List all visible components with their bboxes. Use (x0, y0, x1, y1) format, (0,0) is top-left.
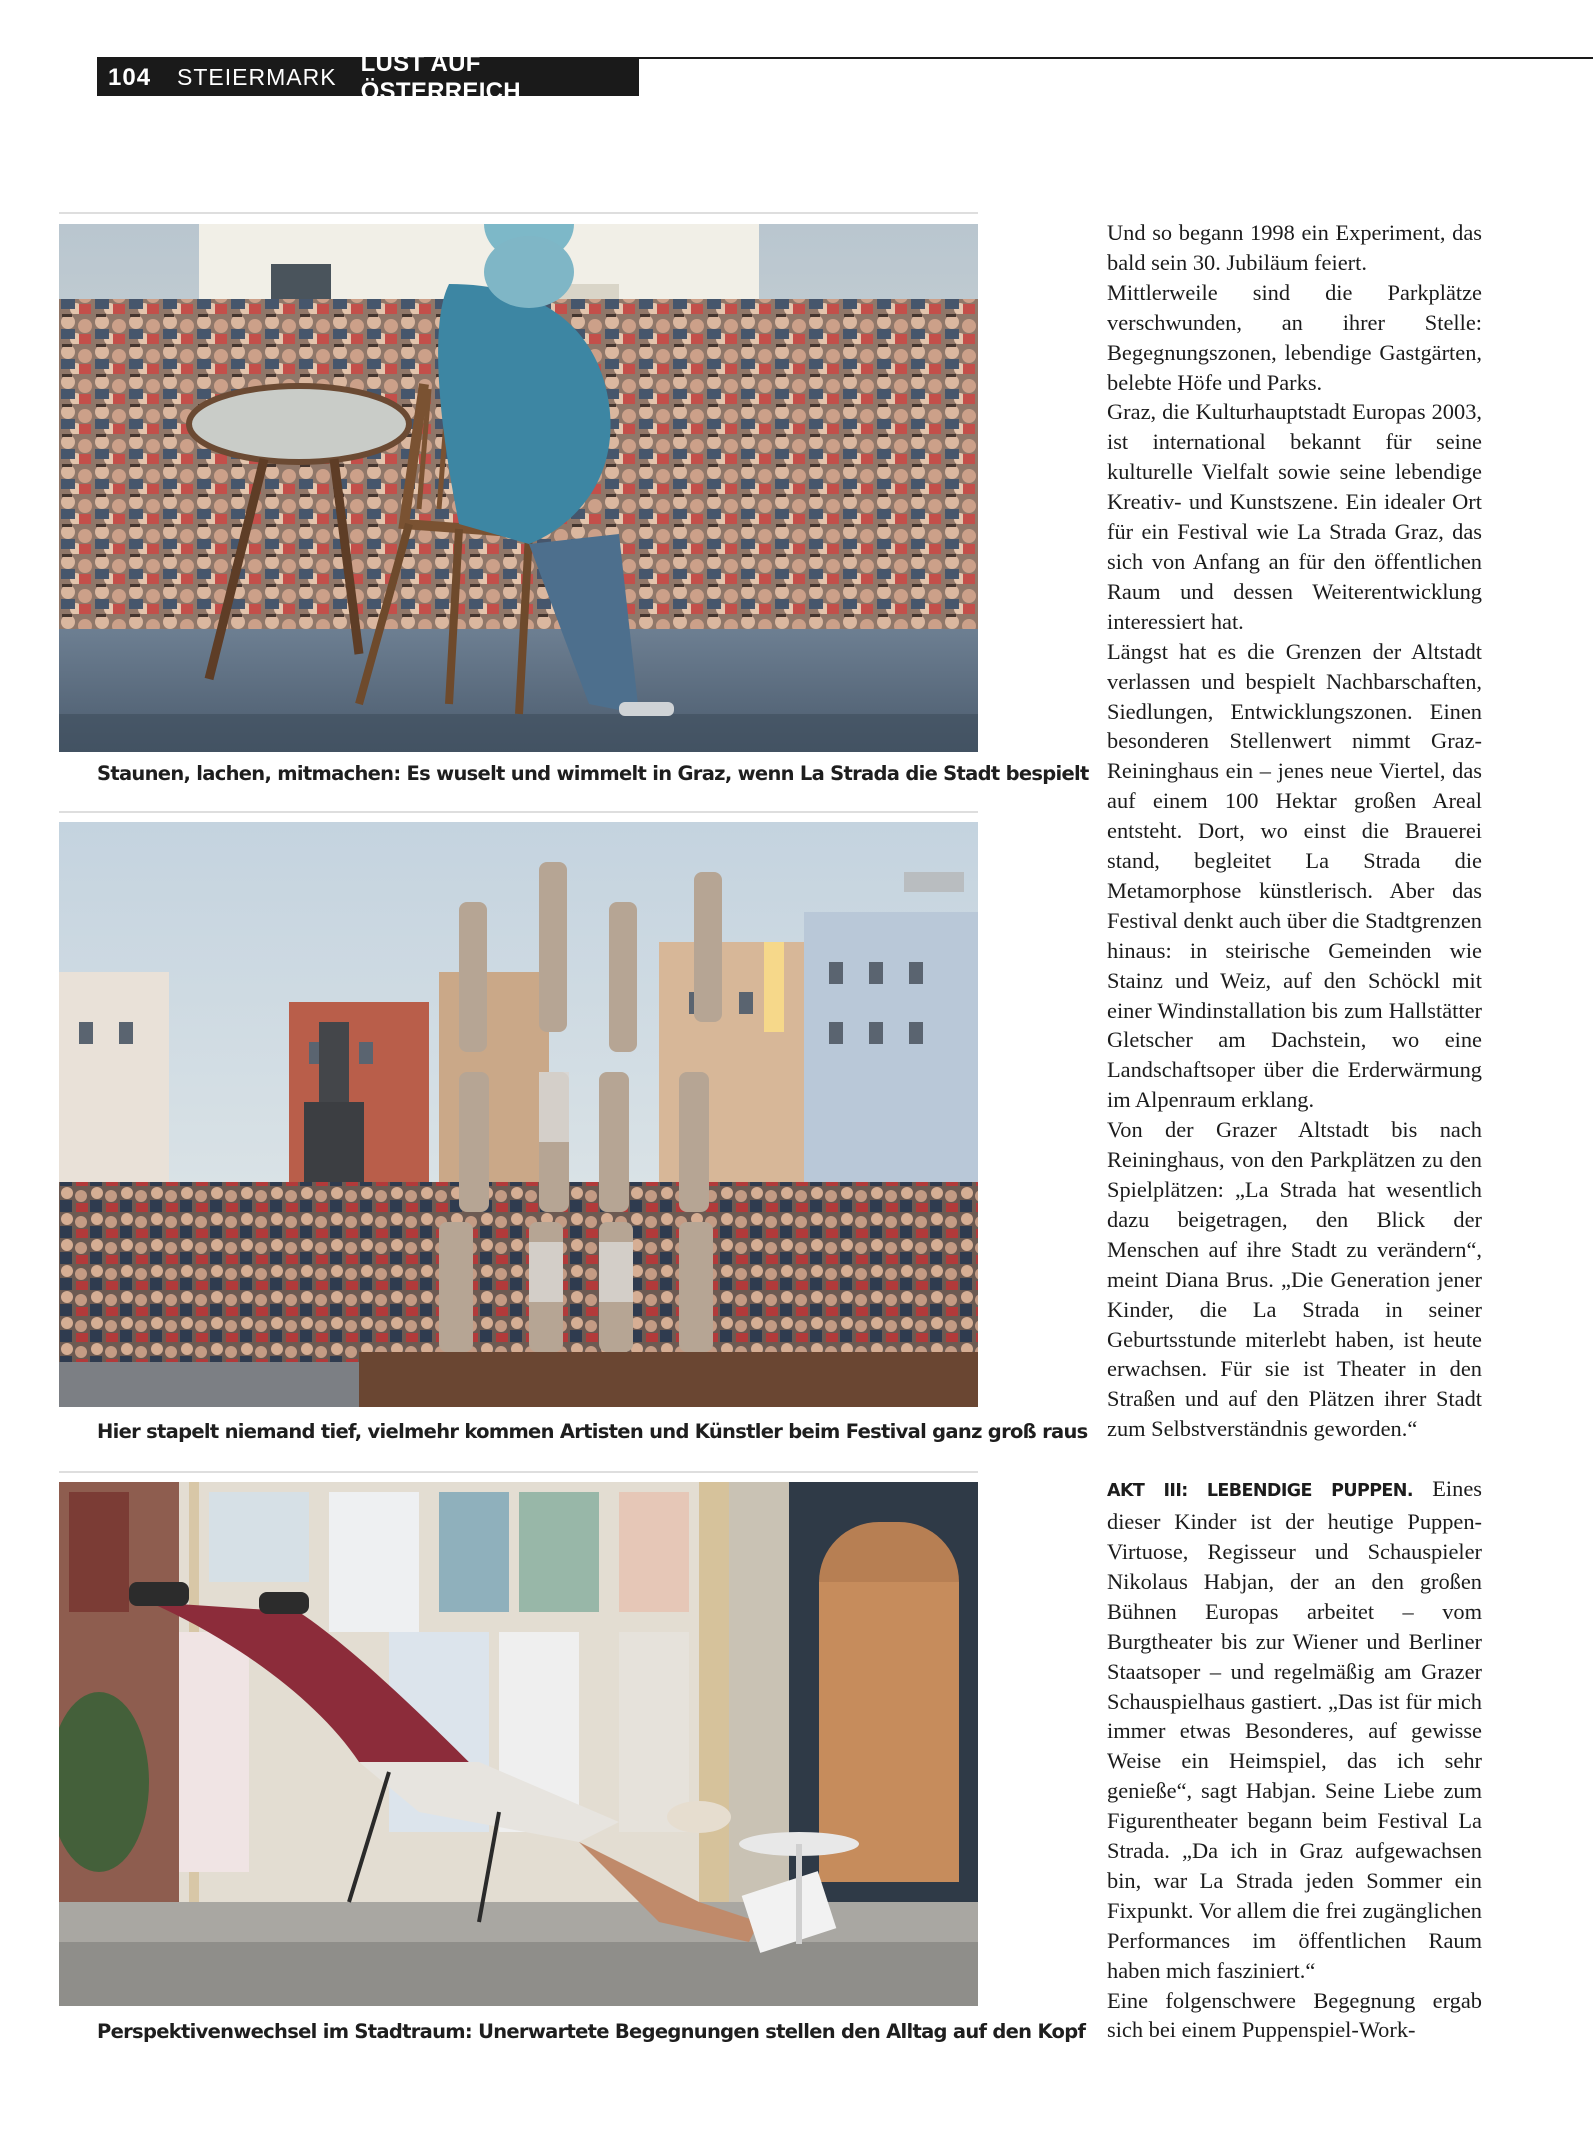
photo-performer-chair (59, 1482, 978, 2006)
photo-caption: Staunen, lachen, mitmachen: Es wuselt und wimmelt in Graz, wenn La Strada die Stadt bespielt (97, 762, 1089, 785)
section-heading: AKT III: LEBENDIGE PUPPEN. (1107, 1481, 1413, 1502)
section-paragraph (1107, 1474, 1482, 1985)
article-paragraph: Mittlerweile sind die Parkplätze verschwunden, an ihrer Stelle: Begegnungszonen, lebendige Gastgärten, belebte Höfe und Parks. (1107, 279, 1482, 395)
article-paragraph: Längst hat es die Grenzen der Altstadt verlassen und bespielt Nachbarschaften, Siedlungen, Entwicklungszonen. Einen besonderen Stellenwert nimmt Graz-Reininghaus ein – jenes neue Viertel, das auf einem 100 Hektar großen Areal entsteht. Dort, wo einst die Brauerei stand, begleitet La Strada die Metamorphose künstlerisch. Aber das Festival denkt auch über die Stadtgrenzen hinaus: in steirische Gemeinden wie Stainz und Weiz, auf den Schöckl mit einer Windinstallation bis zum Hallstätter Gletscher am Dachstein, wo eine Landschaftsoper über die Erderwärmung im Alpenraum erklang. (1107, 638, 1482, 1113)
photo-divider (59, 212, 978, 214)
article-paragraph: Eine folgenschwere Begegnung ergab sich bei einem Puppenspiel-Work- (1107, 1987, 1482, 2043)
article-paragraph: Und so begann 1998 ein Experiment, das bald sein 30. Jubiläum feiert. (1107, 220, 1482, 275)
photo-caption: Perspektivenwechsel im Stadtraum: Unerwartete Begegnungen stellen den Alltag auf den Kopf (97, 2020, 1086, 2043)
article-paragraph: Graz, die Kulturhauptstadt Europas 2003, ist international bekannt für seine kulturelle Vielfalt sowie seine lebendige Kreativ- und Kunstszene. Ein idealer Ort für ein Festival wie La Strada Graz, das sich von Anfang an für den öffentlichen Raum und dessen Weiterentwicklung interessiert hat. (1107, 399, 1482, 634)
header-section: LUST AUF ÖSTERREICH (360, 49, 521, 105)
photo-acrobats-pyramid (59, 822, 978, 1407)
photo-divider (59, 1471, 978, 1473)
article-body (1107, 218, 1482, 2045)
section-text: Eines dieser Kinder ist der heutige Puppen-Virtuose, Regisseur und Schauspieler Nikolaus Habjan, der an den großen Bühnen Europas arbeitet – vom Burgtheater bis zur Wiener und Berliner Staatsoper – und regelmäßig am Grazer Schauspielhaus gastiert. „Das ist für mich immer etwas Besonderes, auf gewisse Weise ein Heimspiel, das ich sehr genieße“, sagt Habjan. Seine Liebe zum Figurentheater begann beim Festival La Strada. „Da ich in Graz aufgewachsen bin, war La Strada jeden Sommer ein Fixpunkt. Vor allem die frei zugänglichen Performances im öffentlichen Raum haben mich fasziniert.“ (1107, 1476, 1482, 1983)
header-region: STEIERMARK (177, 64, 337, 90)
article-paragraph: Von der Grazer Altstadt bis nach Reininghaus, von den Parkplätzen zu den Spielplätzen: „La Strada hat wesentlich dazu beigetragen, den Blick der Menschen auf ihre Stadt zu verändern“, meint Diana Brus. „Die Generation jener Kinder, die La Strada in seiner Geburtsstunde miterlebt haben, ist heute erwachsen. Für sie ist Theater in den Straßen und auf den Plätzen ihrer Stadt zum Selbstverständnis geworden.“ (1107, 1117, 1482, 1442)
photo-caption: Hier stapelt niemand tief, vielmehr kommen Artisten und Künstler beim Festival ganz groß raus (97, 1420, 1088, 1443)
running-header (97, 49, 639, 105)
photo-puppet-crowd (59, 224, 978, 752)
photo-divider (59, 811, 978, 813)
page-number: 104 (108, 63, 152, 91)
